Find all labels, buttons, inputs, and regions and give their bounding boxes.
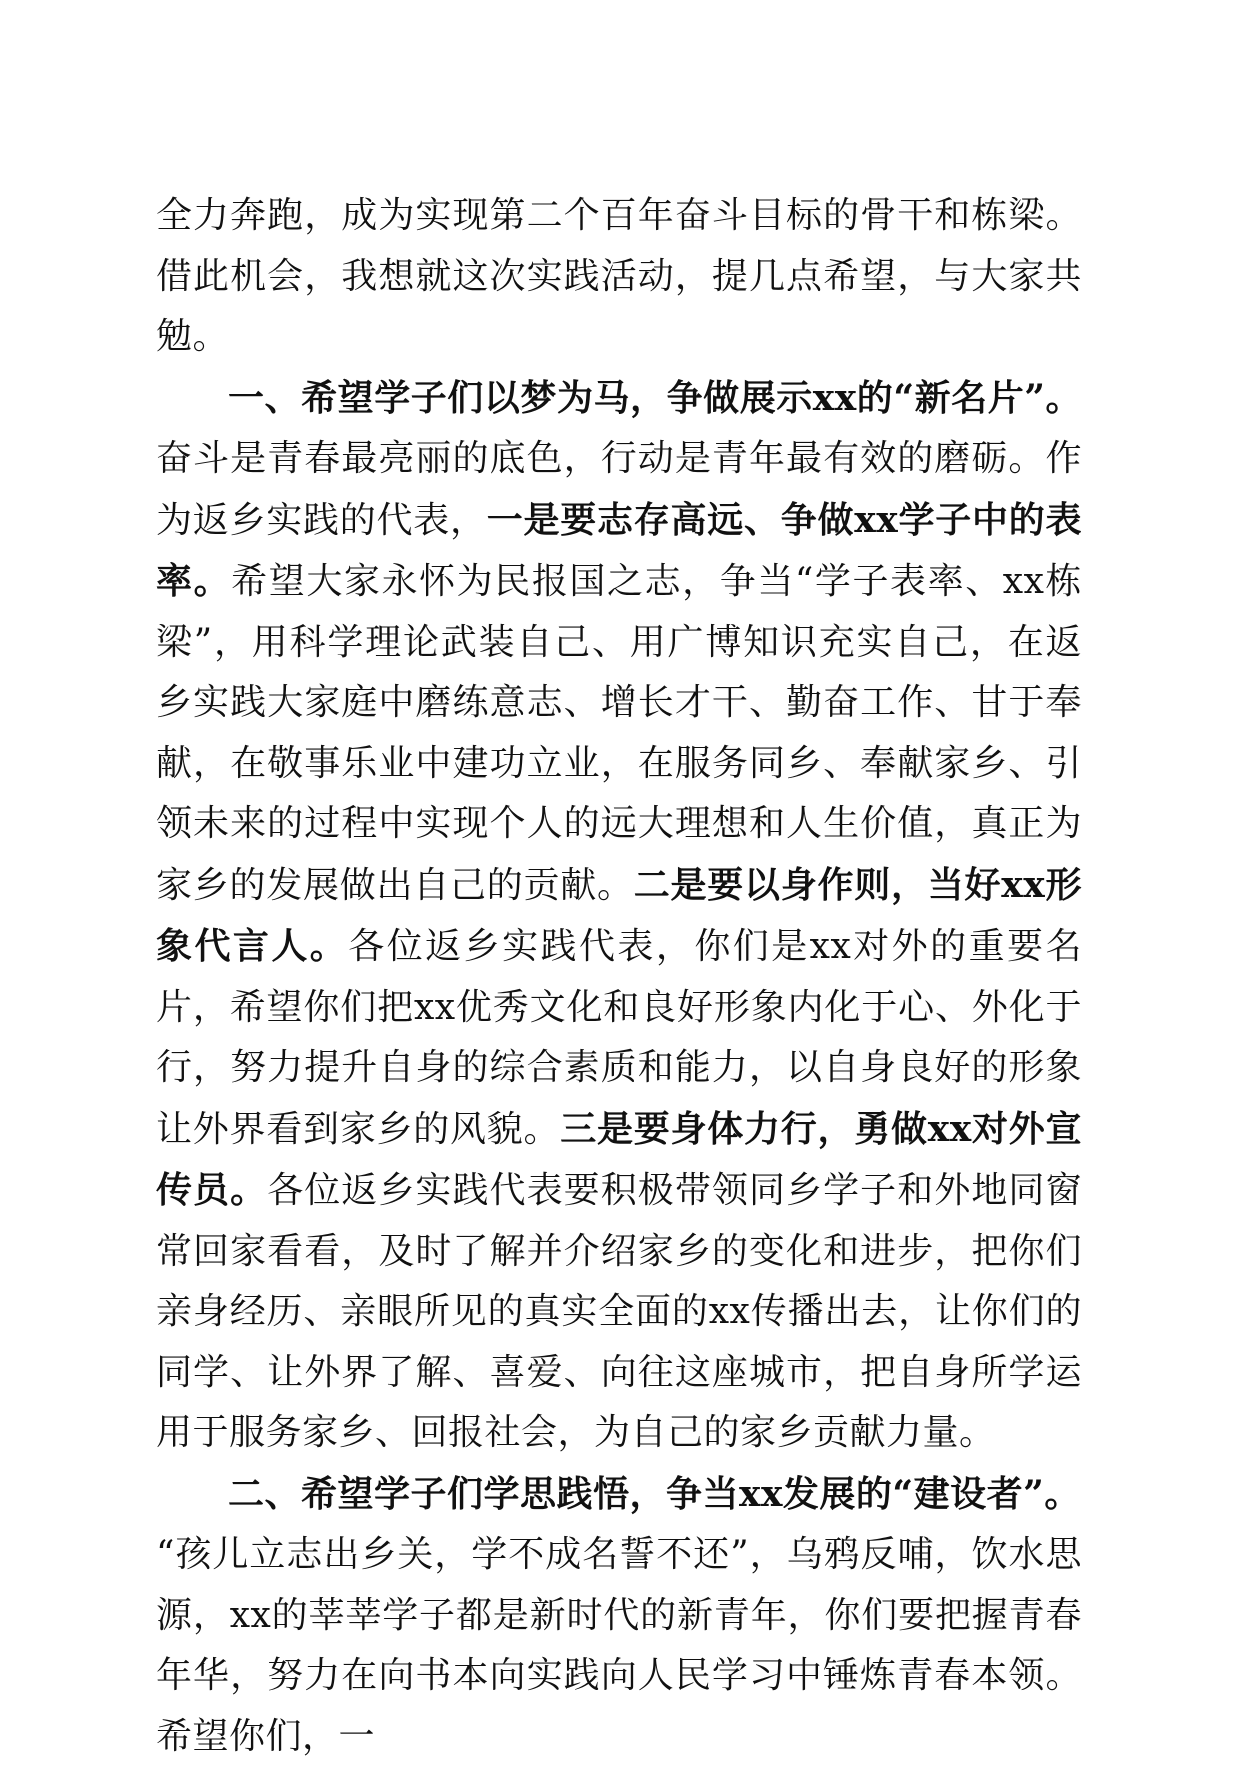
paragraph-section-two [156, 1525, 1082, 1767]
point-three-bold: 三是要身体力行，勇做xx对外宣传员。 [156, 1107, 1082, 1211]
point-two-bold: 二是要以身作则，当好xx形象代言人。 [156, 863, 1082, 967]
section-two-heading: 二、希望学子们学思践悟，争当xx发展的“建设者”。 [228, 1472, 1081, 1515]
section-one-heading: 一、希望学子们以梦为马，争做展示xx的“新名片”。 [228, 376, 1082, 419]
section-one-text-e: 各位返乡实践代表，你们是xx对外的重要名片，希望你们把xx优秀文化和良好形象内化于心、外化于行，努力提升自身的综合素质和能力，以自身良好的形象让外界看到家乡的风貌。 [156, 926, 1082, 1150]
section-one-text-c: 希望大家永怀为民报国之志，争当“学子表率、xx栋梁”，用科学理论武装自己、用广博知识充实自己，在返乡实践大家庭中磨练意志、增长才干、勤奋工作、甘于奉献，在敬事乐业中建功立业，在服务同乡、奉献家乡、引领未来的过程中实现个人的远大理想和人生价值，真正为家乡的发展做出自己的贡献。 [156, 561, 1082, 906]
section-one-text-g: 各位返乡实践代表要积极带领同乡学子和外地同窗常回家看看，及时了解并介绍家乡的变化和进步，把你们亲身经历、亲眼所见的真实全面的xx传播出去，让你们的同学、让外界了解、喜爱、向往这座城市，把自身所学运用于服务家乡、回报社会，为自己的家乡贡献力量。 [156, 1170, 1082, 1453]
paragraph-section-one [156, 368, 1082, 1464]
paragraph-section-two-heading [156, 1464, 1082, 1526]
paragraph-intro-text: 全力奔跑，成为实现第二个百年奋斗目标的骨干和栋梁。借此机会，我想就这次实践活动，提几点希望，与大家共勉。 [156, 195, 1082, 357]
paragraph-intro [156, 186, 1082, 368]
section-one-text-a: 奋斗是青春最亮丽的底色，行动是青年最有效的磨砺。作为返乡实践的代表， [156, 438, 1082, 541]
section-two-text: “孩儿立志出乡关，学不成名誓不还”，乌鸦反哺，饮水思源，xx的莘莘学子都是新时代的新青年，你们要把握青春年华，努力在向书本向实践向人民学习中锤炼青春本领。希望你们，一 [156, 1534, 1082, 1757]
point-one-bold: 一是要志存高远、争做xx学子中的表率。 [156, 498, 1082, 602]
document-page [156, 186, 1082, 1767]
